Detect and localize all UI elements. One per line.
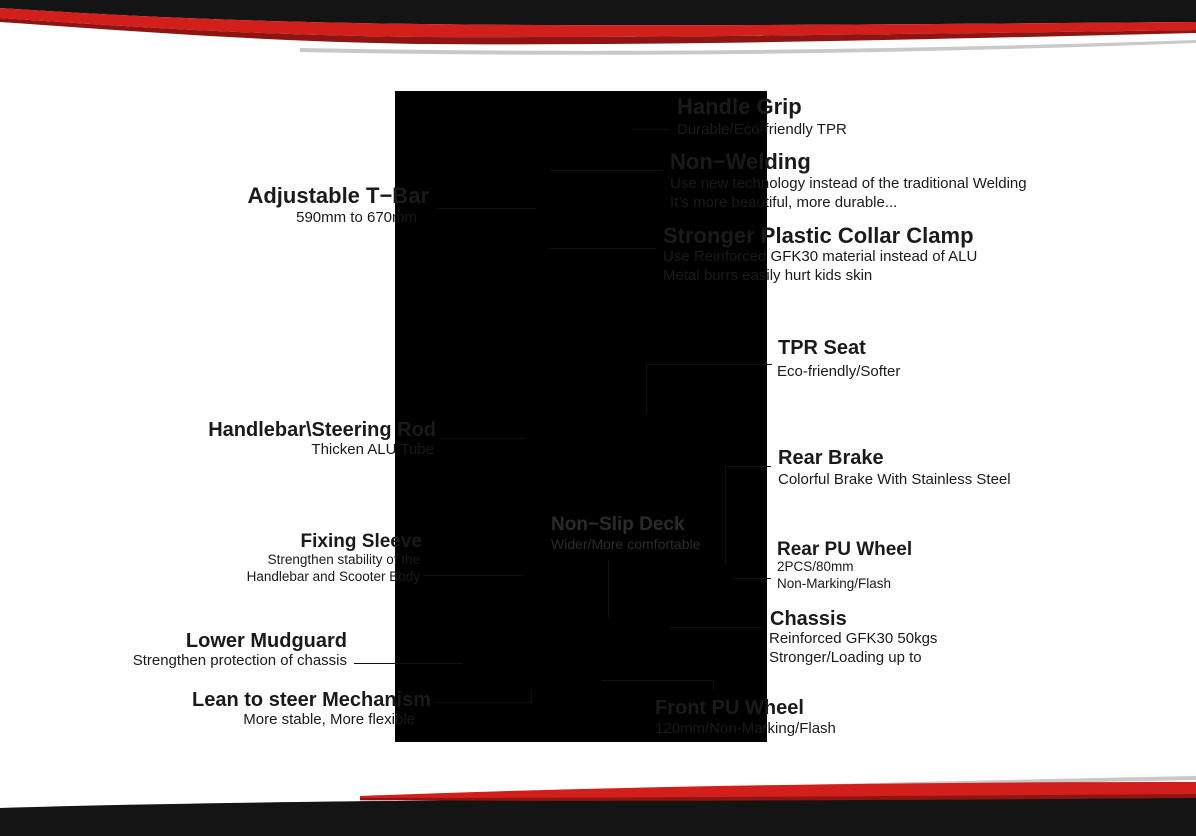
lean-to-steer-desc: More stable, More flexible bbox=[243, 711, 415, 728]
front-pu-wheel-desc: 120mm/Non-Marking/Flash bbox=[655, 720, 836, 737]
leader-line-tpr-seat-h bbox=[646, 364, 772, 365]
leader-line-lower-mudguard bbox=[354, 663, 462, 664]
leader-line-rear-brake-v bbox=[725, 466, 726, 564]
front-pu-wheel-title: Front PU Wheel bbox=[655, 697, 804, 719]
leader-line-adjustable-tbar bbox=[436, 208, 536, 209]
leader-line-front-pu-wheel-h bbox=[602, 680, 714, 681]
leader-line-chassis bbox=[670, 627, 762, 628]
top-banner bbox=[0, 0, 1196, 62]
chassis-title: Chassis bbox=[770, 608, 847, 630]
fixing-sleeve-title: Fixing Sleeve bbox=[300, 531, 422, 552]
non-slip-deck-title: Non−Slip Deck bbox=[551, 514, 685, 535]
leader-line-handle-grip bbox=[632, 129, 670, 130]
bottom-banner bbox=[0, 774, 1196, 836]
leader-line-rear-pu-wheel bbox=[733, 578, 771, 579]
lean-to-steer-title: Lean to steer Mechanism bbox=[192, 689, 431, 711]
steering-rod-desc: Thicken ALU Tube bbox=[311, 441, 434, 458]
rear-pu-wheel-title: Rear PU Wheel bbox=[777, 539, 913, 560]
rear-brake-desc: Colorful Brake With Stainless Steel bbox=[778, 471, 1011, 488]
lower-mudguard-title: Lower Mudguard bbox=[185, 630, 347, 652]
leader-line-steering-rod bbox=[440, 438, 526, 439]
collar-clamp-desc-line1: Use Reinforced GFK30 material instead of ALU bbox=[663, 248, 978, 265]
lower-mudguard-desc: Strengthen protection of chassis bbox=[132, 652, 347, 669]
leader-line-lean-to-steer-v bbox=[531, 690, 532, 703]
chassis-desc-line2: Stronger/Loading up to bbox=[769, 649, 922, 666]
leader-line-front-pu-wheel-v bbox=[713, 680, 714, 690]
fixing-sleeve-desc-line2: Handlebar and Scooter Body bbox=[246, 569, 420, 584]
rear-pu-wheel-desc-line1: 2PCS/80mm bbox=[777, 559, 854, 574]
rear-pu-wheel-desc-line2: Non-Marking/Flash bbox=[777, 576, 892, 591]
non-welding-desc-line1: Use new technology instead of the traditional Welding bbox=[670, 175, 1027, 192]
adjustable-tbar-title: Adjustable T−Bar bbox=[247, 183, 429, 208]
chassis-desc-line1: Reinforced GFK30 50kgs bbox=[769, 630, 938, 647]
steering-rod-title: Handlebar\Steering Rod bbox=[208, 419, 436, 441]
fixing-sleeve-desc-line1: Strengthen stability of the bbox=[267, 552, 420, 567]
leader-line-non-welding bbox=[550, 170, 662, 171]
leader-line-tpr-seat-v bbox=[646, 364, 647, 412]
non-welding-desc-line2: It’s more beautiful, more durable... bbox=[670, 194, 898, 211]
leader-line-rear-brake-h bbox=[725, 466, 771, 467]
leader-line-non-slip-deck bbox=[608, 560, 609, 618]
tpr-seat-title: TPR Seat bbox=[778, 337, 866, 359]
leader-line-fixing-sleeve bbox=[424, 575, 524, 576]
collar-clamp-title: Stronger Plastic Collar Clamp bbox=[663, 223, 974, 248]
handle-grip-title: Handle Grip bbox=[677, 94, 802, 119]
non-slip-deck-desc: Wider/More comfortable bbox=[551, 536, 701, 552]
handle-grip-desc: Durable/Eco-friendly TPR bbox=[677, 121, 847, 138]
leader-line-collar-clamp bbox=[548, 248, 656, 249]
leader-line-lean-to-steer-h bbox=[436, 702, 532, 703]
non-welding-title: Non−Welding bbox=[670, 149, 811, 174]
collar-clamp-desc-line2: Metal burrs easily hurt kids skin bbox=[663, 267, 873, 284]
tpr-seat-desc: Eco-friendly/Softer bbox=[777, 363, 901, 380]
rear-brake-title: Rear Brake bbox=[778, 447, 884, 469]
adjustable-tbar-desc: 590mm to 670mm bbox=[296, 209, 417, 226]
